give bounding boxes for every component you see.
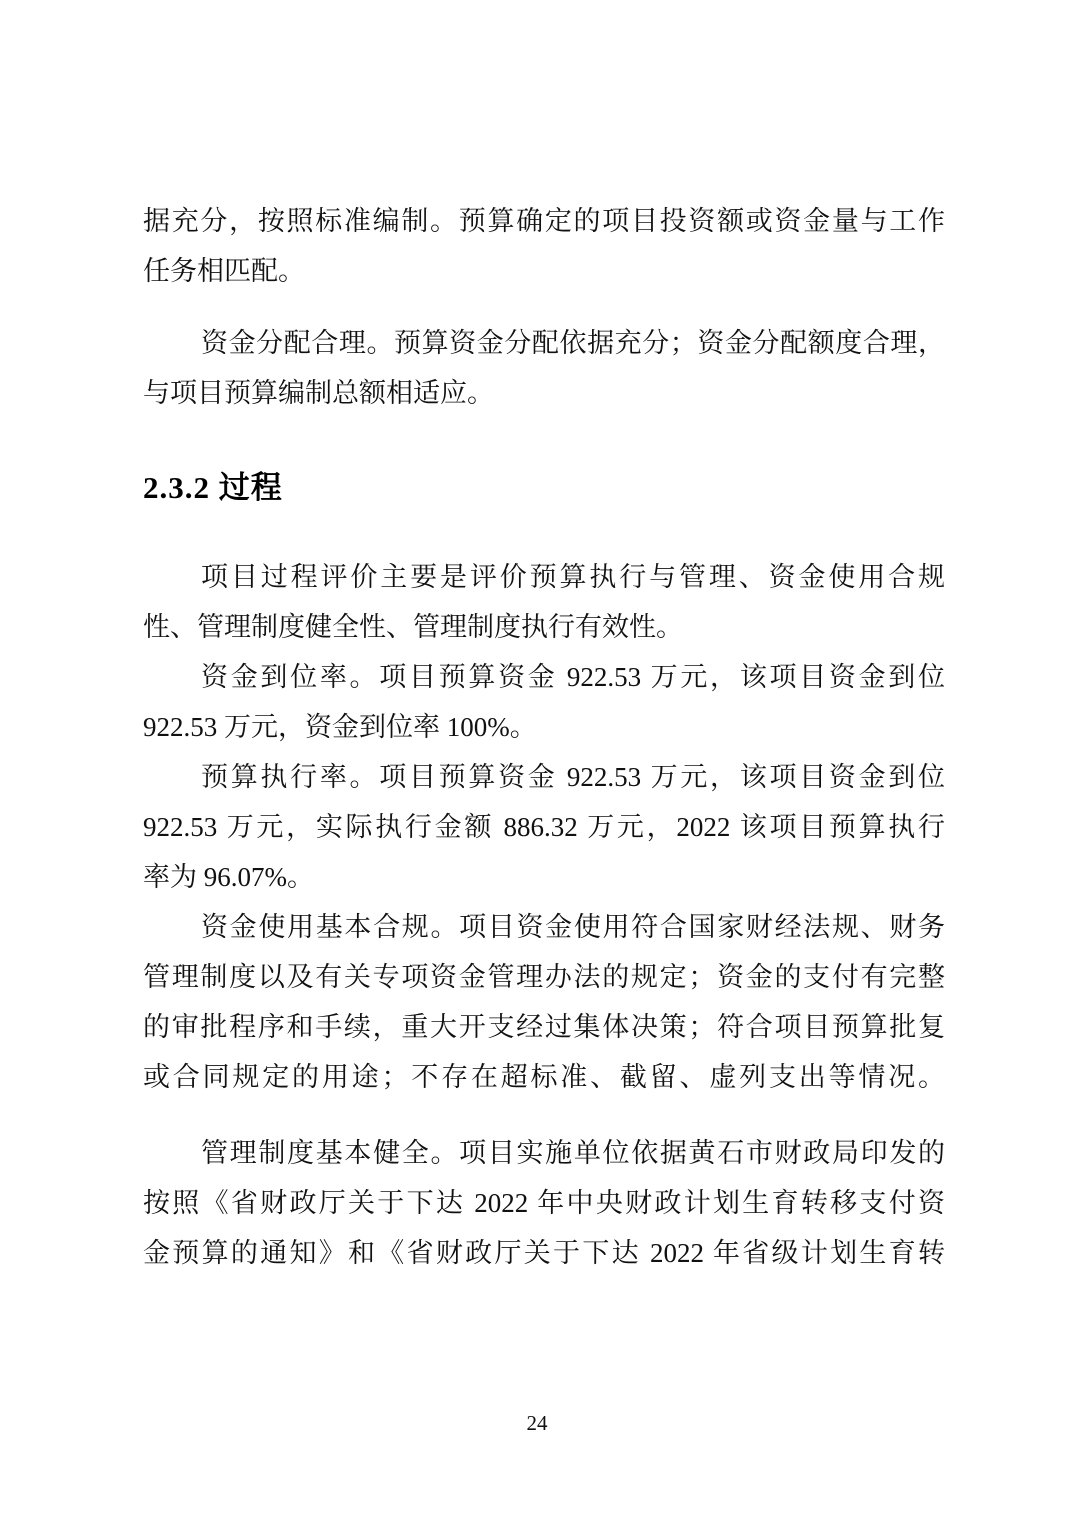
text-line: 922.53 万元，实际执行金额 886.32 万元，2022 该项目预算执行 bbox=[143, 812, 945, 842]
text-line: 922.53 万元，资金到位率 100%。 bbox=[143, 712, 537, 742]
text-line: 金预算的通知》和《省财政厅关于下达 2022 年省级计划生育转 bbox=[143, 1238, 945, 1268]
page-number: 24 bbox=[526, 1411, 548, 1435]
text-line: 资金使用基本合规。项目资金使用符合国家财经法规、财务 bbox=[201, 912, 945, 942]
text-line: 与项目预算编制总额相适应。 bbox=[143, 378, 494, 408]
text-line: 资金分配合理。预算资金分配依据充分；资金分配额度合理， bbox=[201, 328, 945, 358]
text-line: 或合同规定的用途；不存在超标准、截留、虚列支出等情况。 bbox=[143, 1062, 945, 1092]
text-line: 管理制度基本健全。项目实施单位依据黄石市财政局印发的 bbox=[201, 1138, 945, 1168]
text-line: 性、管理制度健全性、管理制度执行有效性。 bbox=[143, 612, 683, 642]
paragraph-funds-usage-compliance bbox=[143, 902, 945, 1102]
text-line: 预算执行率。项目预算资金 922.53 万元，该项目资金到位 bbox=[201, 762, 945, 792]
paragraph-continuation bbox=[143, 196, 945, 296]
paragraph-fund-allocation bbox=[143, 318, 945, 418]
document-body bbox=[143, 196, 945, 1278]
text-line: 资金到位率。项目预算资金 922.53 万元，该项目资金到位 bbox=[201, 662, 945, 692]
paragraph-budget-execution-rate bbox=[143, 752, 945, 902]
section-heading-2-3-2: 2.3.2 过程 bbox=[143, 470, 283, 505]
text-line: 管理制度以及有关专项资金管理办法的规定；资金的支付有完整 bbox=[143, 962, 945, 992]
text-line: 任务相匹配。 bbox=[143, 256, 305, 286]
text-line: 的审批程序和手续，重大开支经过集体决策；符合项目预算批复 bbox=[143, 1012, 945, 1042]
paragraph-management-system bbox=[143, 1128, 945, 1278]
text-line: 项目过程评价主要是评价预算执行与管理、资金使用合规 bbox=[201, 562, 945, 592]
text-line: 按照《省财政厅关于下达 2022 年中央财政计划生育转移支付资 bbox=[143, 1188, 945, 1218]
text-line: 率为 96.07%。 bbox=[143, 862, 314, 892]
paragraph-funds-in-place-rate bbox=[143, 652, 945, 752]
text-line: 据充分，按照标准编制。预算确定的项目投资额或资金量与工作 bbox=[143, 206, 945, 236]
paragraph-process-intro bbox=[143, 552, 945, 652]
